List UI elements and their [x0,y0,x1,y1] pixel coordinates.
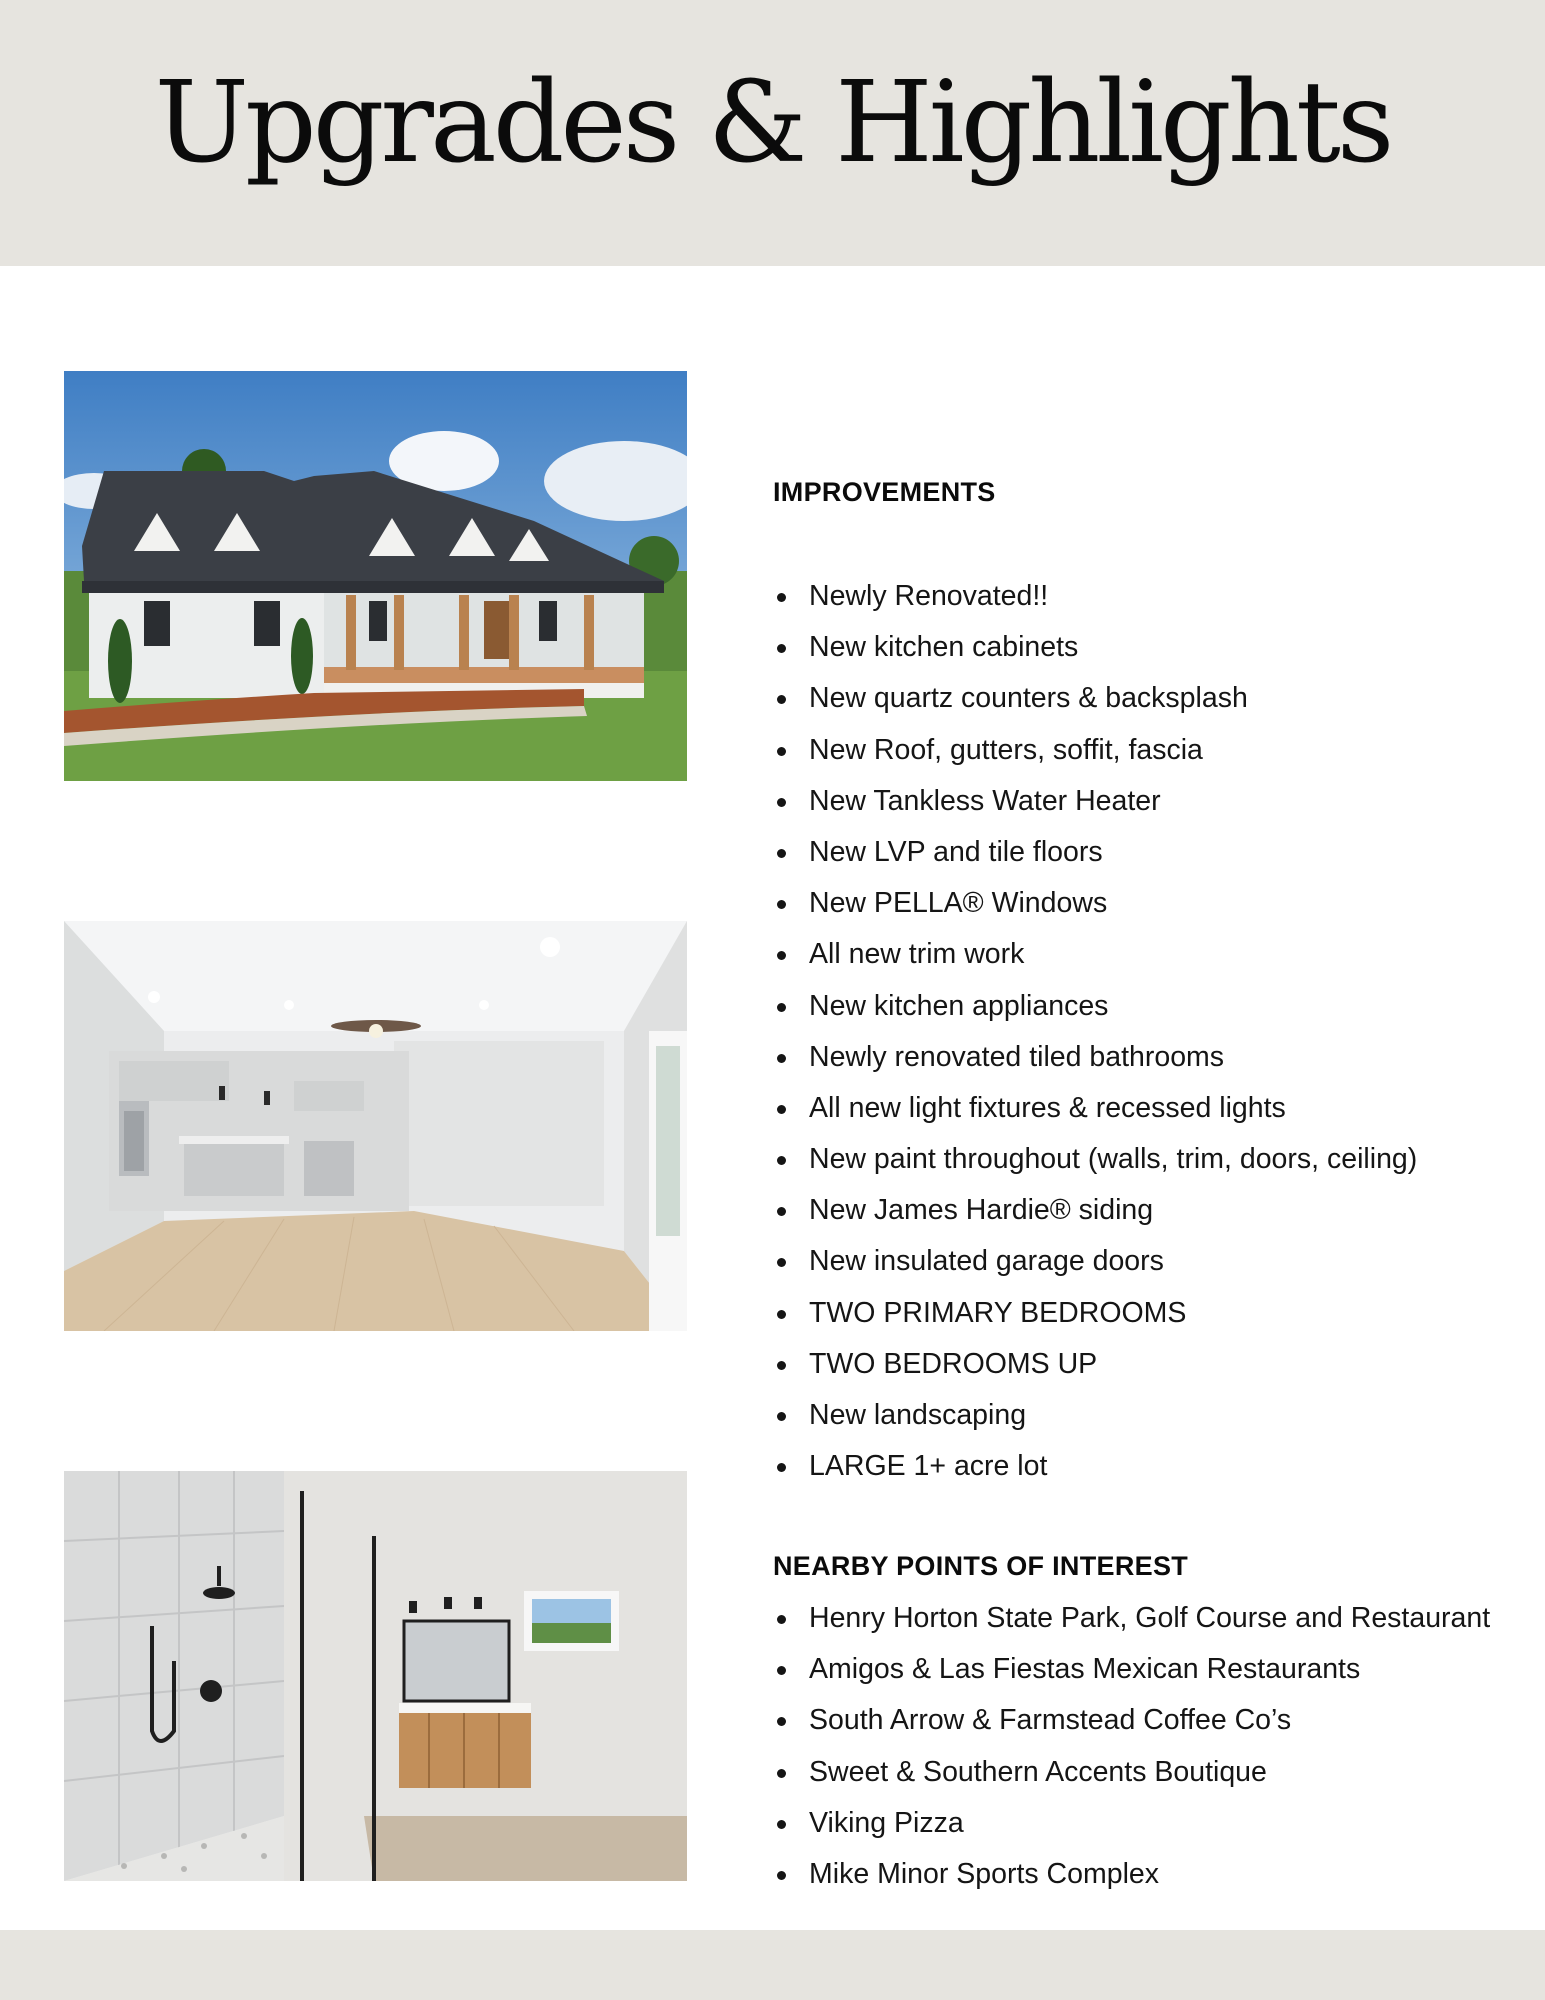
list-item: New PELLA® Windows [773,878,1417,929]
list-item: New Tankless Water Heater [773,776,1417,827]
list-item: All new light fixtures & recessed lights [773,1083,1417,1134]
list-item: TWO PRIMARY BEDROOMS [773,1288,1417,1339]
house-exterior-photo [64,371,687,781]
bathroom-photo [64,1471,687,1881]
list-item: New James Hardie® siding [773,1185,1417,1236]
list-item: New Roof, gutters, soffit, fascia [773,725,1417,776]
points-of-interest-heading: NEARBY POINTS OF INTEREST [773,1551,1189,1581]
footer-band [0,1930,1545,2000]
page-title: Upgrades & Highlights [154,58,1391,188]
house-exterior-icon [64,371,687,781]
list-item: New landscaping [773,1390,1417,1441]
list-item: South Arrow & Farmstead Coffee Co’s [773,1695,1490,1746]
points-of-interest-list [773,1593,1490,1900]
list-item: New paint throughout (walls, trim, doors, ceiling) [773,1134,1417,1185]
list-item: Amigos & Las Fiestas Mexican Restaurants [773,1644,1490,1695]
list-item: Viking Pizza [773,1798,1490,1849]
list-item: All new trim work [773,929,1417,980]
living-kitchen-interior-icon [64,921,687,1331]
list-item: TWO BEDROOMS UP [773,1339,1417,1390]
bathroom-interior-icon [64,1471,687,1881]
list-item: New LVP and tile floors [773,827,1417,878]
improvements-list [773,571,1417,1492]
improvements-heading: IMPROVEMENTS [773,477,996,507]
list-item: Newly Renovated!! [773,571,1417,622]
list-item: LARGE 1+ acre lot [773,1441,1417,1492]
list-item: Newly renovated tiled bathrooms [773,1032,1417,1083]
list-item: Mike Minor Sports Complex [773,1849,1490,1900]
list-item: New kitchen appliances [773,981,1417,1032]
list-item: New quartz counters & backsplash [773,673,1417,724]
header-band [0,0,1545,266]
living-kitchen-photo [64,921,687,1331]
list-item: Henry Horton State Park, Golf Course and Restaurant [773,1593,1490,1644]
list-item: New kitchen cabinets [773,622,1417,673]
list-item: New insulated garage doors [773,1236,1417,1287]
list-item: Sweet & Southern Accents Boutique [773,1747,1490,1798]
